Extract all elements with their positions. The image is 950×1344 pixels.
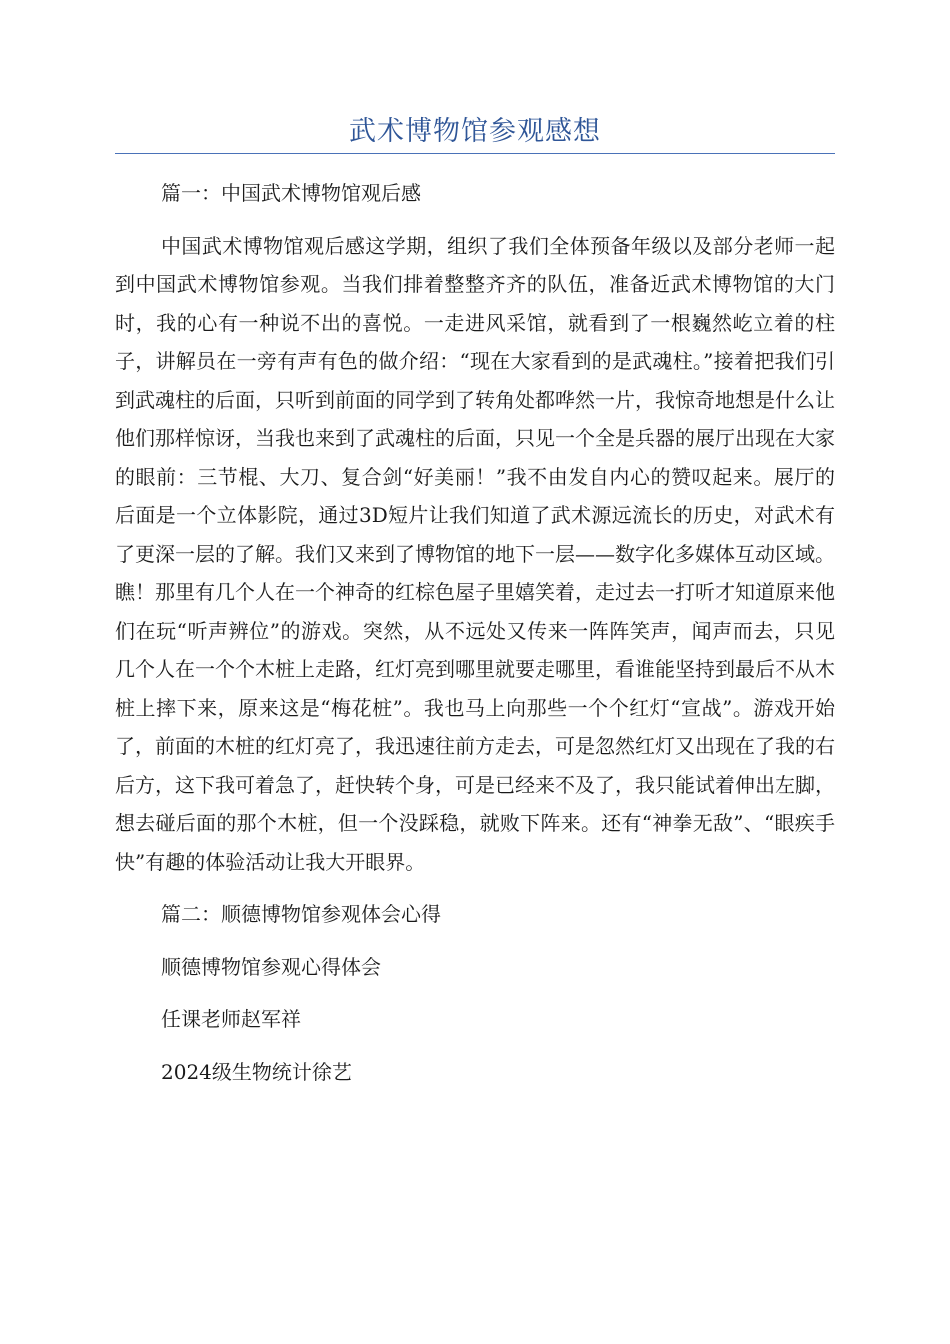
document-body — [115, 174, 835, 1105]
subtitle-line: 顺德博物馆参观心得体会 — [161, 954, 381, 979]
title-underline — [115, 153, 835, 154]
body-paragraph-1: 中国武术博物馆观后感这学期，组织了我们全体预备年级以及部分老师一起到中国武术博物馆参观。当我们排着整整齐齐的队伍，准备近武术博物馆的大门时，我的心有一种说不出的喜悦。一走进风采馆，就看到了一根巍然屹立着的柱子，讲解员在一旁有声有色的做介绍：“现在大家看到的是武魂柱。”接着把我们引到武魂柱的后面，只听到前面的同学到了转角处都哗然一片，我惊奇地想是什么让他们那样惊讶，当我也来到了武魂柱的后面，只见一个全是兵器的展厅出现在大家的眼前：三节棍、大刀、复合剑“好美丽！”我不由发自内心的赞叹起来。展厅的后面是一个立体影院，通过3D短片让我们知道了武术源远流长的历史，对武术有了更深一层的了解。我们又来到了博物馆的地下一层——数字化多媒体互动区域。瞧！那里有几个人在一个神奇的红棕色屋子里嬉笑着，走过去一打听才知道原来他们在玩“听声辨位”的游戏。突然，从不远处又传来一阵阵笑声，闻声而去，只见几个人在一个个木桩上走路，红灯亮到哪里就要走哪里，看谁能坚持到最后不从木桩上摔下来，原来这是“梅花桩”。我也马上向那些一个个红灯“宣战”。游戏开始了，前面的木桩的红灯亮了，我迅速往前方走去，可是忽然红灯又出现在了我的右后方，这下我可着急了，赶快转个身，可是已经来不及了，我只能试着伸出左脚，想去碰后面的那个木桩，但一个没踩稳，就败下阵来。还有“神拳无敌”、“眼疾手快”有趣的体验活动让我大开眼界。 — [115, 233, 835, 874]
section-heading-2: 篇二：顺德博物馆参观体会心得 — [161, 902, 441, 926]
author-line: 2024级生物统计徐艺 — [161, 1059, 352, 1084]
section-heading-1: 篇一：中国武术博物馆观后感 — [161, 181, 421, 205]
document-title: 武术博物馆参观感想 — [349, 116, 601, 147]
teacher-line: 任课老师赵军祥 — [161, 1007, 301, 1031]
